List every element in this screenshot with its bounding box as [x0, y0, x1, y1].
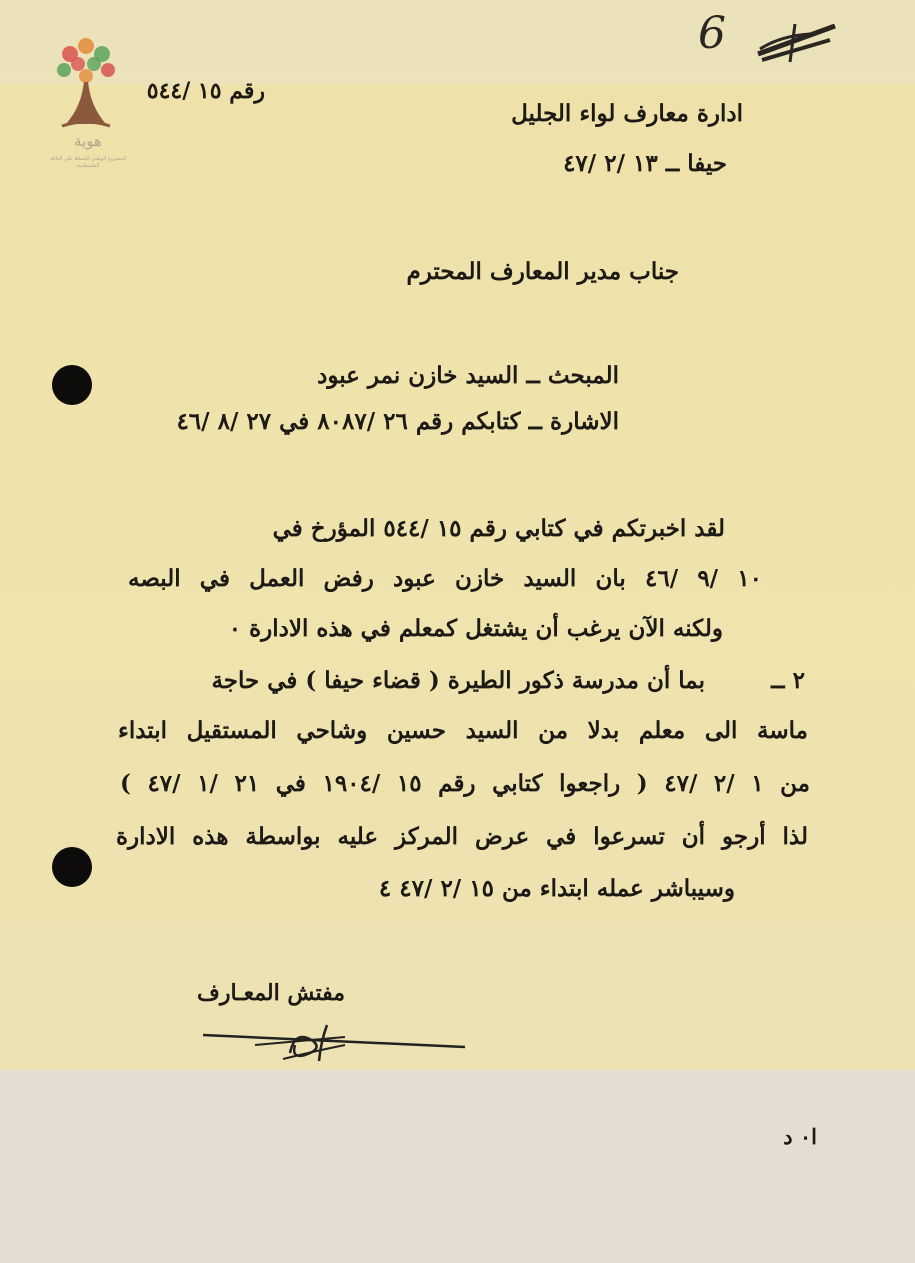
- logo-name: هوية: [74, 132, 102, 150]
- body-line-7: لذا أرجو أن تسرعوا في عرض المركز عليه بواسطة هذه الادارة: [116, 823, 808, 850]
- signatory-title: مفتش المعـارف: [197, 980, 345, 1006]
- reference-line: الاشارة ــ كتابكم رقم ٢٦ /٨٠٨٧ في ٢٧ /٨ /٤٦: [176, 408, 619, 435]
- paper-lower-area: [0, 1070, 915, 1263]
- tree-icon: [57, 38, 115, 126]
- body-line-4-number: ٢ ــ: [771, 667, 805, 694]
- place-date: حيفا ــ ١٣ /٢ /٤٧: [563, 150, 727, 177]
- body-line-3: ولكنه الآن يرغب أن يشتغل كمعلم في هذه الادارة ٠: [228, 615, 723, 642]
- hawiya-logo: [48, 32, 128, 182]
- body-line-6: من ١ /٢ /٤٧ ( راجعوا كتابي رقم ١٥ /١٩٠٤ في ٢١ /١ /٤٧ ): [120, 770, 810, 797]
- body-line-1: لقد اخبرتكم في كتابي رقم ١٥ /٥٤٤ المؤرخ في: [272, 515, 725, 542]
- body-line-8: وسيباشر عمله ابتداء من ١٥ /٢ /٤٧ ٤: [378, 875, 735, 902]
- body-line-5: ماسة الى معلم بدلا من السيد حسين وشاحي المستقيل ابتداء: [118, 717, 808, 744]
- reference-number: رقم ١٥ /٥٤٤: [146, 78, 265, 104]
- binder-hole-top: [52, 365, 92, 405]
- handwritten-signature: [195, 1015, 475, 1065]
- binder-hole-bottom: [52, 847, 92, 887]
- subject-line: المبحث ــ السيد خازن نمر عبود: [317, 362, 619, 389]
- page-number-annotation: 6: [698, 8, 726, 59]
- footer-initials: ا٠ د: [783, 1124, 817, 1149]
- struck-number-annotation: [750, 14, 840, 64]
- addressee: جناب مدير المعارف المحترم: [406, 258, 679, 285]
- logo-caption: المشروع الوطني للحفاظ على العائلة الفلسطينية: [49, 156, 127, 169]
- department-name: ادارة معارف لواء الجليل: [511, 100, 743, 127]
- body-line-4: بما أن مدرسة ذكور الطيرة ( قضاء حيفا ) في حاجة: [211, 667, 705, 694]
- body-line-2: ١٠ /٩ /٤٦ بان السيد خازن عبود رفض العمل في البصه: [128, 565, 762, 592]
